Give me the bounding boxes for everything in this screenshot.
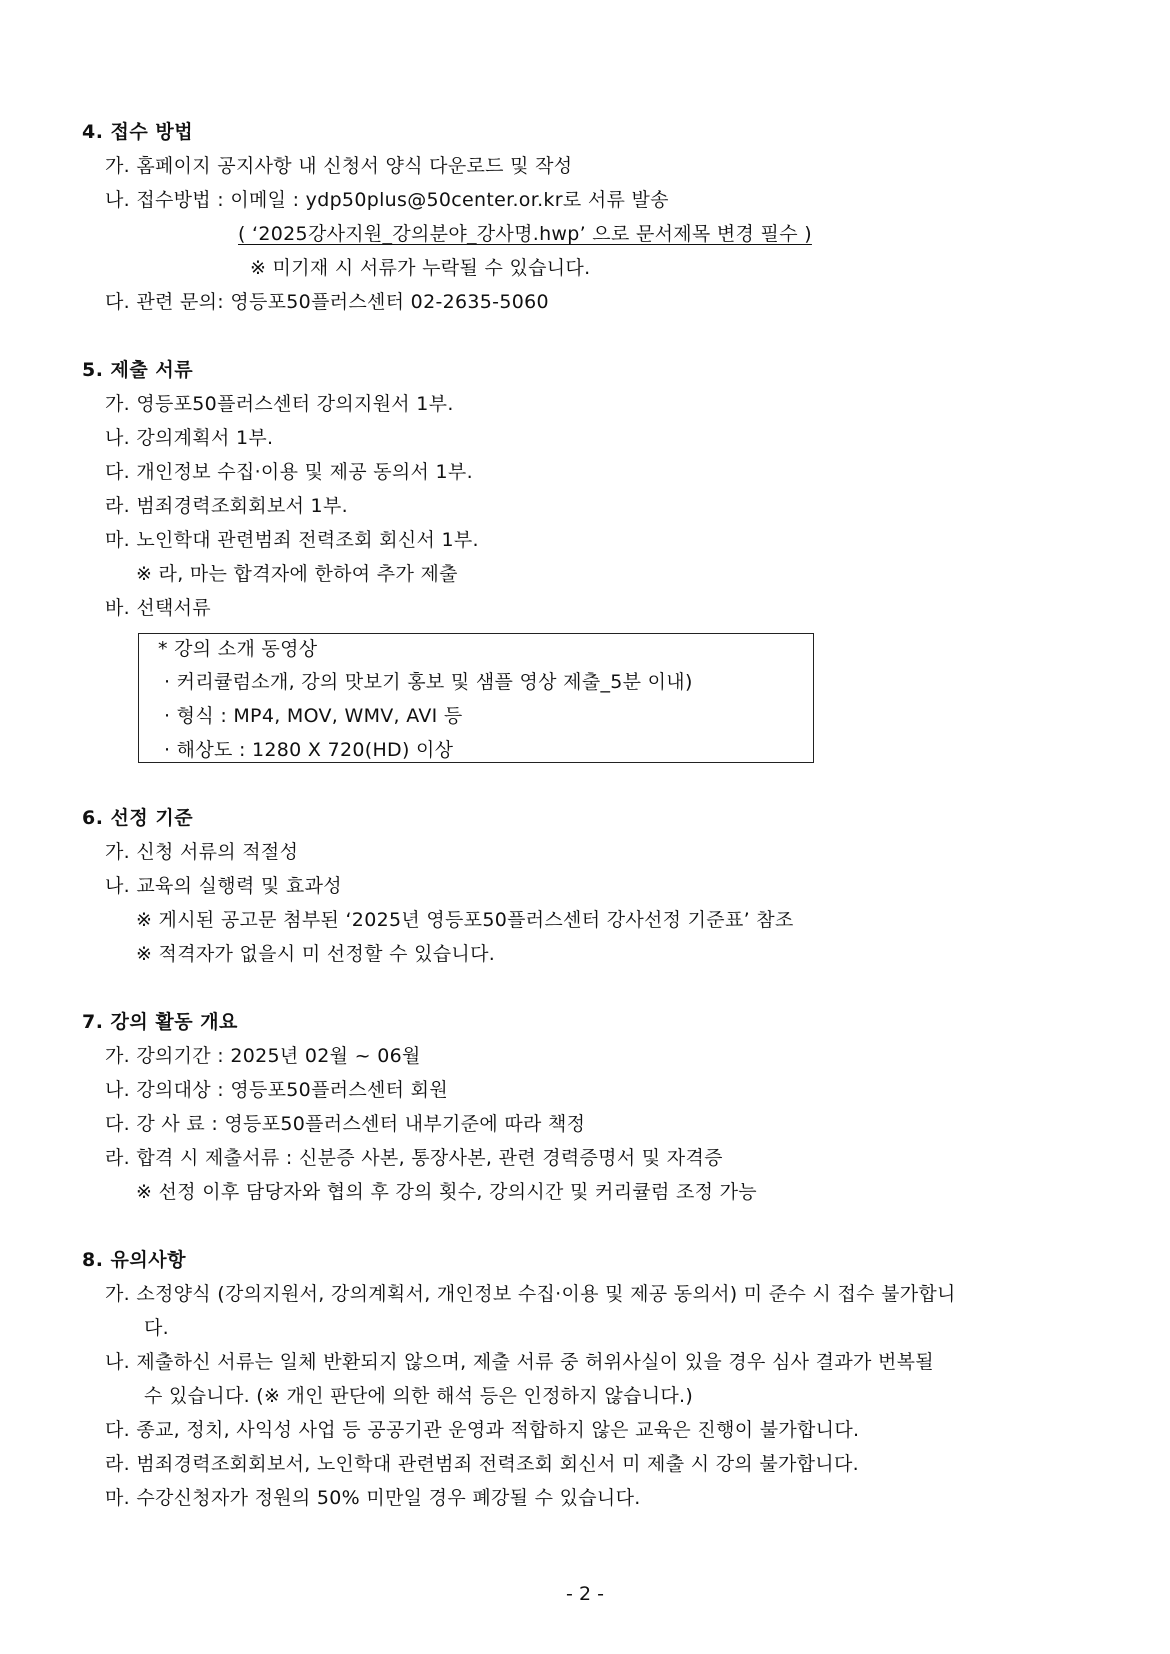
section-7-line: 가. 강의기간 : 2025년 02월 ~ 06월 — [105, 1045, 421, 1067]
section-5-note: ※ 라, 마는 합격자에 한하여 추가 제출 — [136, 563, 458, 585]
section-7-title: 7. 강의 활동 개요 — [82, 1011, 238, 1033]
box-line: · 해상도 : 1280 X 720(HD) 이상 — [164, 739, 454, 761]
section-7-line: 다. 강 사 료 : 영등포50플러스센터 내부기준에 따라 책정 — [105, 1113, 586, 1135]
section-4-line: ※ 미기재 시 서류가 누락될 수 있습니다. — [250, 257, 591, 279]
section-8-line: 라. 범죄경력조회회보서, 노인학대 관련범죄 전력조회 회신서 미 제출 시 강의 불가합니다. — [105, 1453, 859, 1475]
section-5-line: 다. 개인정보 수집·이용 및 제공 동의서 1부. — [105, 461, 473, 483]
box-line: * 강의 소개 동영상 — [158, 638, 318, 660]
section-5-line: 바. 선택서류 — [105, 597, 211, 619]
section-7-line: 라. 합격 시 제출서류 : 신분증 사본, 통장사본, 관련 경력증명서 및 자격증 — [105, 1147, 723, 1169]
section-8-line-cont: 수 있습니다. (※ 개인 판단에 의한 해석 등은 인정하지 않습니다.) — [144, 1385, 694, 1407]
box-line: · 커리큘럼소개, 강의 맛보기 홍보 및 샘플 영상 제출_5분 이내) — [164, 671, 693, 693]
section-4-contact: 다. 관련 문의: 영등포50플러스센터 02-2635-5060 — [105, 291, 549, 313]
section-4-title: 4. 접수 방법 — [82, 121, 194, 143]
section-4-filename-note: ( ‘2025강사지원_강의분야_강사명.hwp’ 으로 문서제목 변경 필수 ) — [238, 223, 812, 245]
section-8-title: 8. 유의사항 — [82, 1249, 186, 1271]
section-4-line: 나. 접수방법 : 이메일 : ydp50plus@50center.or.kr로 서류 발송 — [105, 189, 669, 211]
section-5-line: 나. 강의계획서 1부. — [105, 427, 274, 449]
page-number: - 2 - — [566, 1583, 604, 1605]
section-6-line: 가. 신청 서류의 적절성 — [105, 841, 299, 863]
section-8-line: 마. 수강신청자가 정원의 50% 미만일 경우 폐강될 수 있습니다. — [105, 1487, 641, 1509]
section-6-note: ※ 적격자가 없을시 미 선정할 수 있습니다. — [136, 943, 496, 965]
section-8-line: 가. 소정양식 (강의지원서, 강의계획서, 개인정보 수집·이용 및 제공 동의서) 미 준수 시 접수 불가합니 — [105, 1283, 956, 1305]
section-6-title: 6. 선정 기준 — [82, 807, 194, 829]
section-5-line: 마. 노인학대 관련범죄 전력조회 회신서 1부. — [105, 529, 479, 551]
section-8-line: 나. 제출하신 서류는 일체 반환되지 않으며, 제출 서류 중 허위사실이 있을 경우 심사 결과가 번복될 — [105, 1351, 934, 1373]
section-5-line: 라. 범죄경력조회회보서 1부. — [105, 495, 348, 517]
section-6-line: 나. 교육의 실행력 및 효과성 — [105, 875, 342, 897]
section-8-line-cont: 다. — [144, 1317, 169, 1339]
section-7-line: 나. 강의대상 : 영등포50플러스센터 회원 — [105, 1079, 448, 1101]
section-5-title: 5. 제출 서류 — [82, 359, 194, 381]
box-line: · 형식 : MP4, MOV, WMV, AVI 등 — [164, 705, 463, 727]
section-6-note: ※ 게시된 공고문 첨부된 ‘2025년 영등포50플러스센터 강사선정 기준표’ 참조 — [136, 909, 794, 931]
section-5-line: 가. 영등포50플러스센터 강의지원서 1부. — [105, 393, 454, 415]
section-4-line: 가. 홈페이지 공지사항 내 신청서 양식 다운로드 및 작성 — [105, 155, 573, 177]
section-8-line: 다. 종교, 정치, 사익성 사업 등 공공기관 운영과 적합하지 않은 교육은 진행이 불가합니다. — [105, 1419, 860, 1441]
section-7-note: ※ 선정 이후 담당자와 협의 후 강의 횟수, 강의시간 및 커리큘럼 조정 가능 — [136, 1181, 757, 1203]
